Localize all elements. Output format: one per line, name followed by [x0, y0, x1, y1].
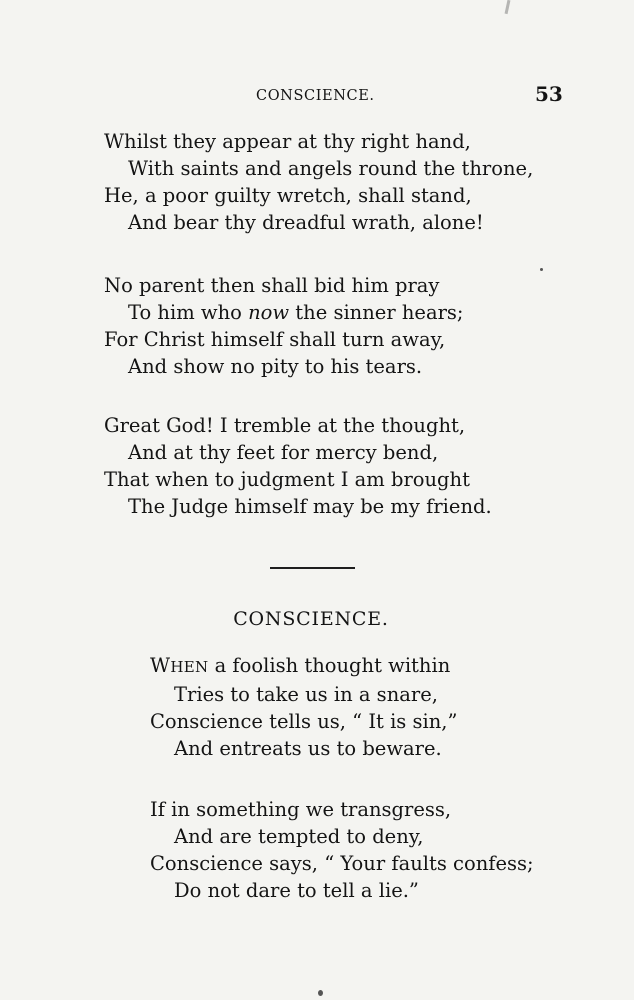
verse-line: He, a poor guilty wretch, shall stand,	[104, 184, 472, 207]
verse-line: And are tempted to deny,	[174, 825, 424, 848]
stanza	[104, 128, 533, 236]
verse-line: Whilst they appear at thy right hand,	[104, 130, 471, 153]
verse-line: And show no pity to his tears.	[128, 355, 423, 378]
stanza	[150, 652, 457, 762]
stanza	[104, 272, 464, 380]
verse-text: To him who	[128, 301, 249, 324]
ink-speck	[540, 268, 543, 271]
verse-line: Conscience says, “ Your faults confess;	[150, 852, 534, 875]
small-caps-letters: HEN	[170, 658, 209, 676]
drop-word	[150, 654, 208, 677]
verse-text: the sinner hears;	[289, 301, 464, 324]
verse-line: And bear thy dreadful wrath, alone!	[128, 211, 484, 234]
italic-word: now	[248, 301, 290, 324]
verse-line: With saints and angels round the throne,	[128, 157, 534, 180]
verse-line: If in something we transgress,	[150, 798, 452, 821]
initial-letter: W	[150, 654, 171, 677]
verse-line	[150, 652, 457, 681]
section-divider	[270, 567, 355, 569]
verse-line: No parent then shall bid him pray	[104, 274, 440, 297]
verse-line: Great God! I tremble at the thought,	[104, 414, 466, 437]
verse-line: Conscience tells us, “ It is sin,”	[150, 710, 458, 733]
verse-line: And at thy feet for mercy bend,	[128, 441, 439, 464]
verse-line: Do not dare to tell a lie.”	[174, 879, 419, 902]
stanza	[104, 412, 492, 520]
verse-line: That when to judgment I am brought	[104, 468, 470, 491]
running-title: CONSCIENCE.	[256, 88, 375, 104]
poem-title-text: CONSCIENCE.	[233, 608, 389, 630]
stray-ink-mark	[505, 0, 511, 14]
ink-speck	[318, 990, 323, 996]
verse-line: Tries to take us in a snare,	[174, 683, 438, 706]
verse-line: For Christ himself shall turn away,	[104, 328, 446, 351]
verse-line: The Judge himself may be my friend.	[128, 495, 492, 518]
verse-line: And entreats us to beware.	[174, 737, 442, 760]
verse-line	[104, 299, 464, 326]
running-head	[0, 82, 634, 112]
page-number: 53	[535, 82, 563, 106]
verse-text: a foolish thought within	[208, 654, 451, 677]
stanza	[150, 796, 534, 904]
poem-title	[0, 608, 634, 630]
